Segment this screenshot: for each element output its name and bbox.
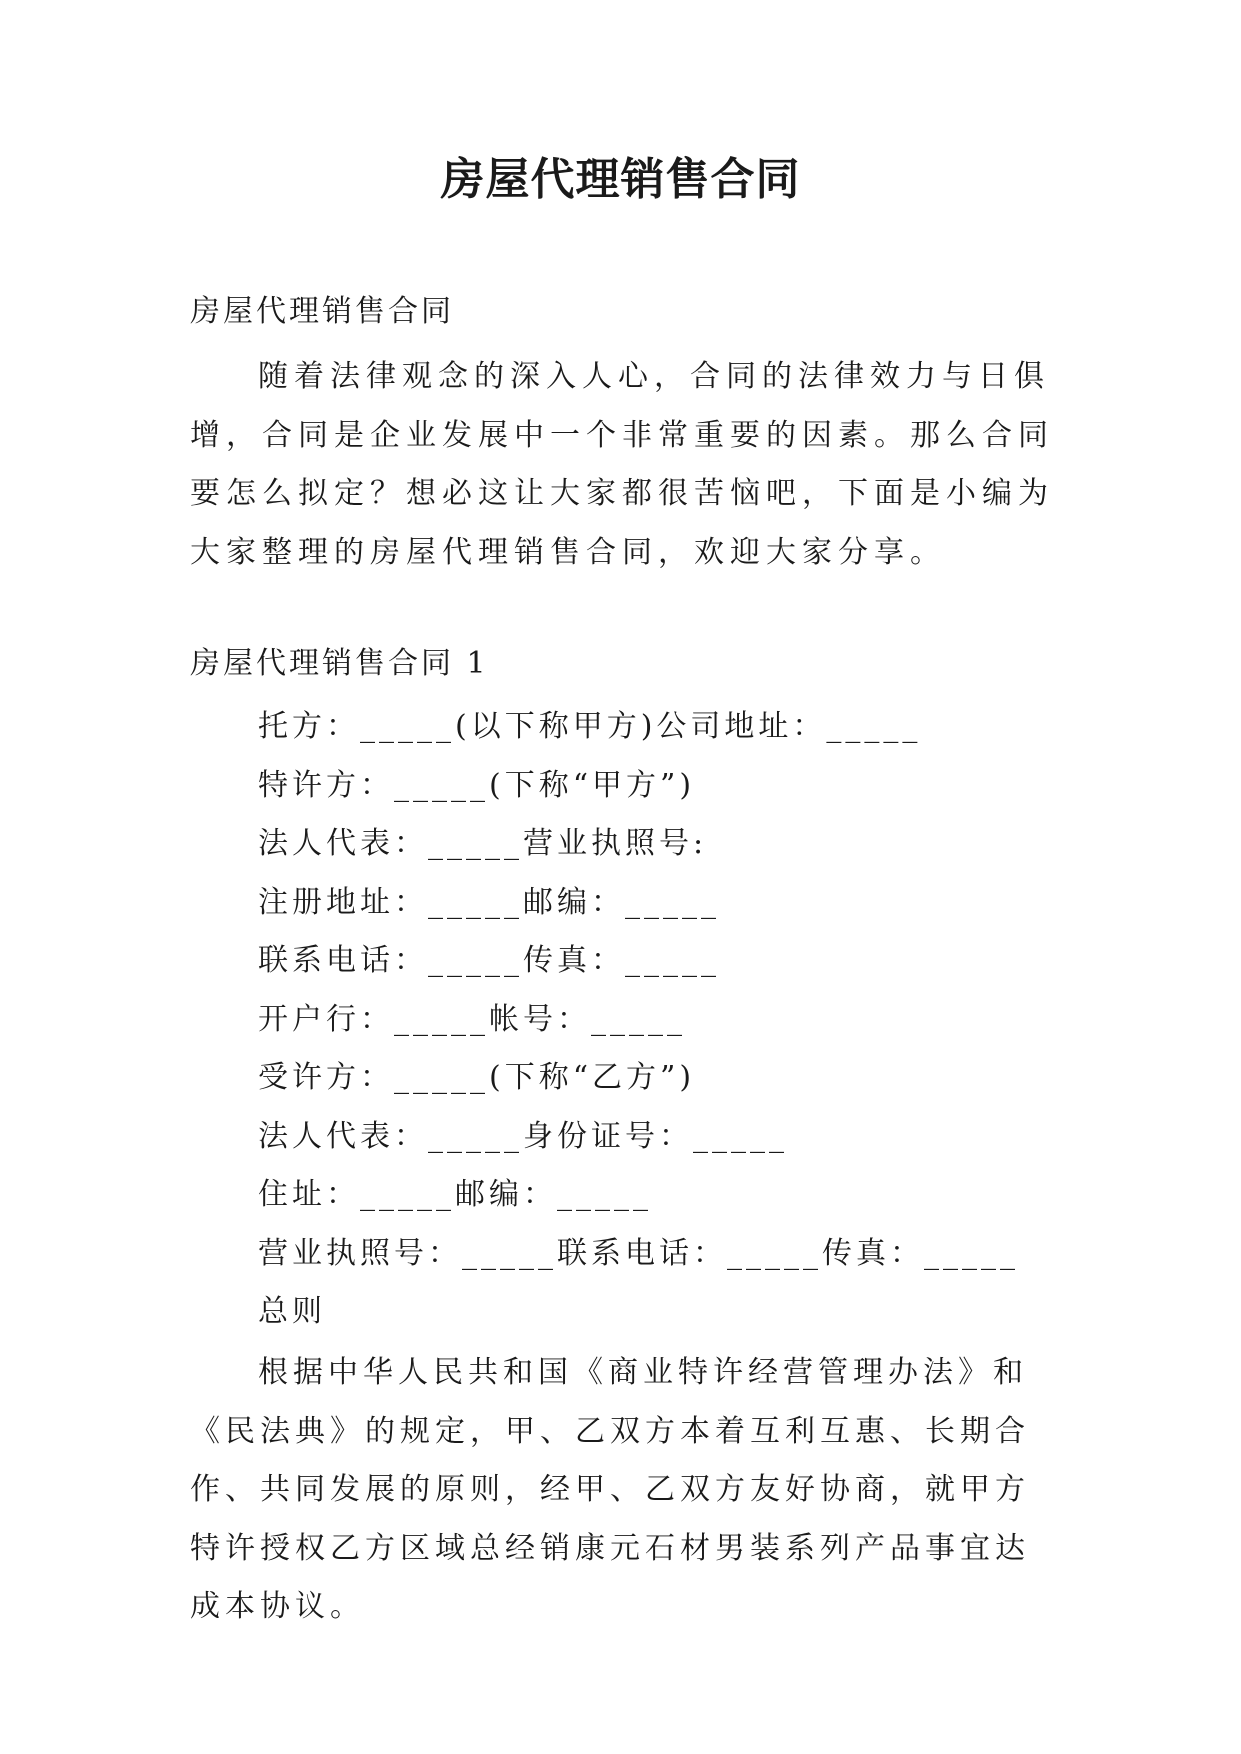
field-line: 注册地址：_____邮编：_____ [258,884,720,920]
field-line: 法人代表：_____身份证号：_____ [258,1118,788,1154]
field-line: 特许方：_____(下称“甲方”) [258,767,696,803]
field-line: 法人代表：_____营业执照号: [258,826,708,861]
field-line: 住址：_____邮编：_____ [258,1177,652,1212]
field-line: 受许方：_____(下称“乙方”) [258,1060,696,1095]
field-line: 营业执照号：_____联系电话：_____传真：_____ [258,1235,1019,1271]
contract-fields-list [190,698,1060,1342]
field-line: 开户行：_____帐号：_____ [258,1001,686,1037]
intro-paragraph: 随着法律观念的深入人心，合同的法律效力与日俱增，合同是企业发展中一个非常重要的因素。那么合同要怎么拟定？想必这让大家都很苦恼吧，下面是小编为大家整理的房屋代理销售合同，欢迎大家分享。 [190,359,1054,570]
intro-heading: 房屋代理销售合同 [190,294,454,329]
section-heading: 房屋代理销售合同 1 [190,646,489,681]
document-title: 房屋代理销售合同 [440,154,801,205]
field-line: 联系电话：_____传真：_____ [258,943,720,978]
field-line: 托方：_____(以下称甲方)公司地址：_____ [258,709,922,744]
body-paragraph: 根据中华人民共和国《商业特许经营管理办法》和《民法典》的规定，甲、乙双方本着互利互惠、长期合作、共同发展的原则，经甲、乙双方友好协商，就甲方特许授权乙方区域总经销康元石材男装系列产品事宜达成本协议。 [190,1355,1030,1624]
general-provisions-heading: 总则 [258,1294,326,1329]
